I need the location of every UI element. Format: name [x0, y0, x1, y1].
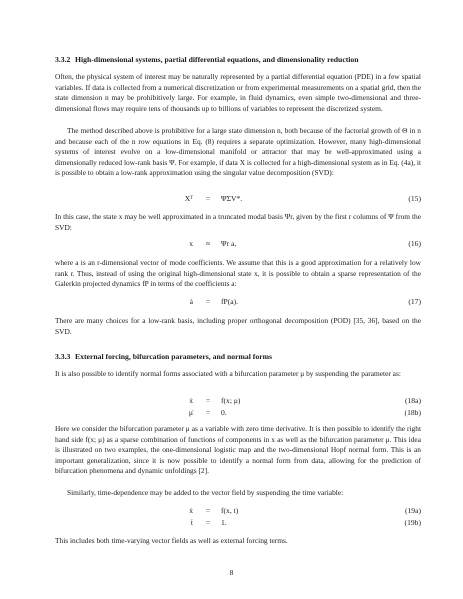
- section-number: 3.3.3: [55, 352, 71, 361]
- equation-relation: =: [205, 297, 211, 306]
- equation-relation: =: [205, 194, 211, 203]
- page-number: 8: [229, 568, 234, 577]
- equation-relation: =: [205, 408, 211, 417]
- section-heading-3-3-2: [55, 55, 359, 65]
- paragraph: In this case, the state x may be well approximated in a truncated modal basis Ψr, given by the first r columns of Ψ from the SVD:: [55, 212, 421, 232]
- equation-19a: [55, 505, 421, 516]
- paragraph: The method described above is prohibitive for a large state dimension n, both because of the factorial growth of Θ in n and because each of the n row equations in Eq. (8) requires a separate optimization. However, many high-dimensional systems of interest evolve on a low-dimensional manifold or attractor that may be well-approximated using a dimensionally reduced low-rank basis Ψ. For example, if data X is collected for a high-dimensional system as in Eq. (4a), it is possible to obtain a low-rank approximation using the singular value decomposition (SVD):: [55, 126, 421, 178]
- paragraph: Often, the physical system of interest may be naturally represented by a partial differential equation (PDE) in a few spatial variables. If data is collected from a numerical discretization or from experimental measurements on a spatial grid, then the state dimension n may be prohibitively large. For example, in fluid dynamics, even simple two-dimensional and three-dimensional flows may require tens of thousands up to billions of variables to represent the discretized system.: [55, 72, 421, 113]
- equation-lhs: ẋ: [189, 506, 193, 515]
- section-heading-3-3-3: [55, 352, 272, 362]
- section-title: External forcing, bifurcation parameters, and normal forms: [75, 352, 273, 361]
- equation-rhs: 1.: [221, 518, 227, 527]
- paragraph: There are many choices for a low-rank basis, including proper orthogonal decomposition (POD) [35, 36], based on the SVD.: [55, 316, 421, 336]
- equation-number: (17): [408, 297, 421, 306]
- equation-relation: =: [205, 506, 211, 515]
- equation-number: (18b): [404, 408, 421, 417]
- equation-rhs: Ψr a,: [221, 239, 237, 248]
- equation-rhs: fP(a).: [221, 297, 239, 306]
- equation-rhs: 0.: [221, 408, 227, 417]
- equation-lhs: x: [189, 239, 193, 248]
- paragraph: Similarly, time-dependence may be added to the vector field by suspending the time variable:: [67, 488, 344, 497]
- equation-relation: ≈: [205, 239, 211, 248]
- equation-number: (16): [408, 239, 421, 248]
- equation-lhs: ȧ: [189, 297, 193, 306]
- equation-relation: =: [205, 396, 211, 405]
- equation-18b: [55, 407, 421, 418]
- equation-18a: [55, 395, 421, 406]
- equation-19b: [55, 517, 421, 528]
- equation-number: (19a): [404, 506, 421, 515]
- section-title: High-dimensional systems, partial differential equations, and dimensionality reduction: [75, 55, 359, 64]
- equation-number: (15): [408, 194, 421, 203]
- equation-relation: =: [205, 518, 211, 527]
- paragraph: where a is an r-dimensional vector of mode coefficients. We assume that this is a good approximation for a relatively low rank r. Thus, instead of using the original high-dimensional state x, it is possible to obtain a sparse representation of the Galerkin projected dynamics fP in terms of the coefficients a:: [55, 258, 421, 289]
- section-number: 3.3.2: [55, 55, 71, 64]
- paragraph: This includes both time-varying vector fields as well as external forcing terms.: [55, 536, 288, 545]
- equation-lhs: Xᵀ: [184, 194, 193, 203]
- equation-lhs: ṫ: [190, 518, 193, 527]
- paragraph: It is also possible to identify normal forms associated with a bifurcation parameter μ by suspending the parameter as:: [55, 369, 401, 378]
- equation-rhs: f(x; μ): [221, 396, 241, 405]
- equation-number: (18a): [404, 396, 421, 405]
- equation-15: [55, 193, 421, 204]
- equation-lhs: ẋ: [189, 396, 193, 405]
- equation-17: [55, 296, 421, 307]
- equation-16: [55, 238, 421, 249]
- equation-number: (19b): [404, 518, 421, 527]
- paragraph: Here we consider the bifurcation parameter μ as a variable with zero time derivative. It is then possible to identify the right hand side f(x; μ) as a sparse combination of functions of components in x as well as the bifurcation parameter μ. This idea is illustrated on two examples, the one-dimensional logistic map and the two-dimensional Hopf normal form. This is an important generalization, since it is now possible to identify a normal form from data, allowing for the prediction of bifurcation phenomena and dynamic unfoldings [2].: [55, 424, 421, 476]
- equation-rhs: ΨΣV*.: [221, 194, 243, 203]
- equation-lhs: μ̇: [188, 408, 193, 417]
- equation-rhs: f(x, t): [221, 506, 239, 515]
